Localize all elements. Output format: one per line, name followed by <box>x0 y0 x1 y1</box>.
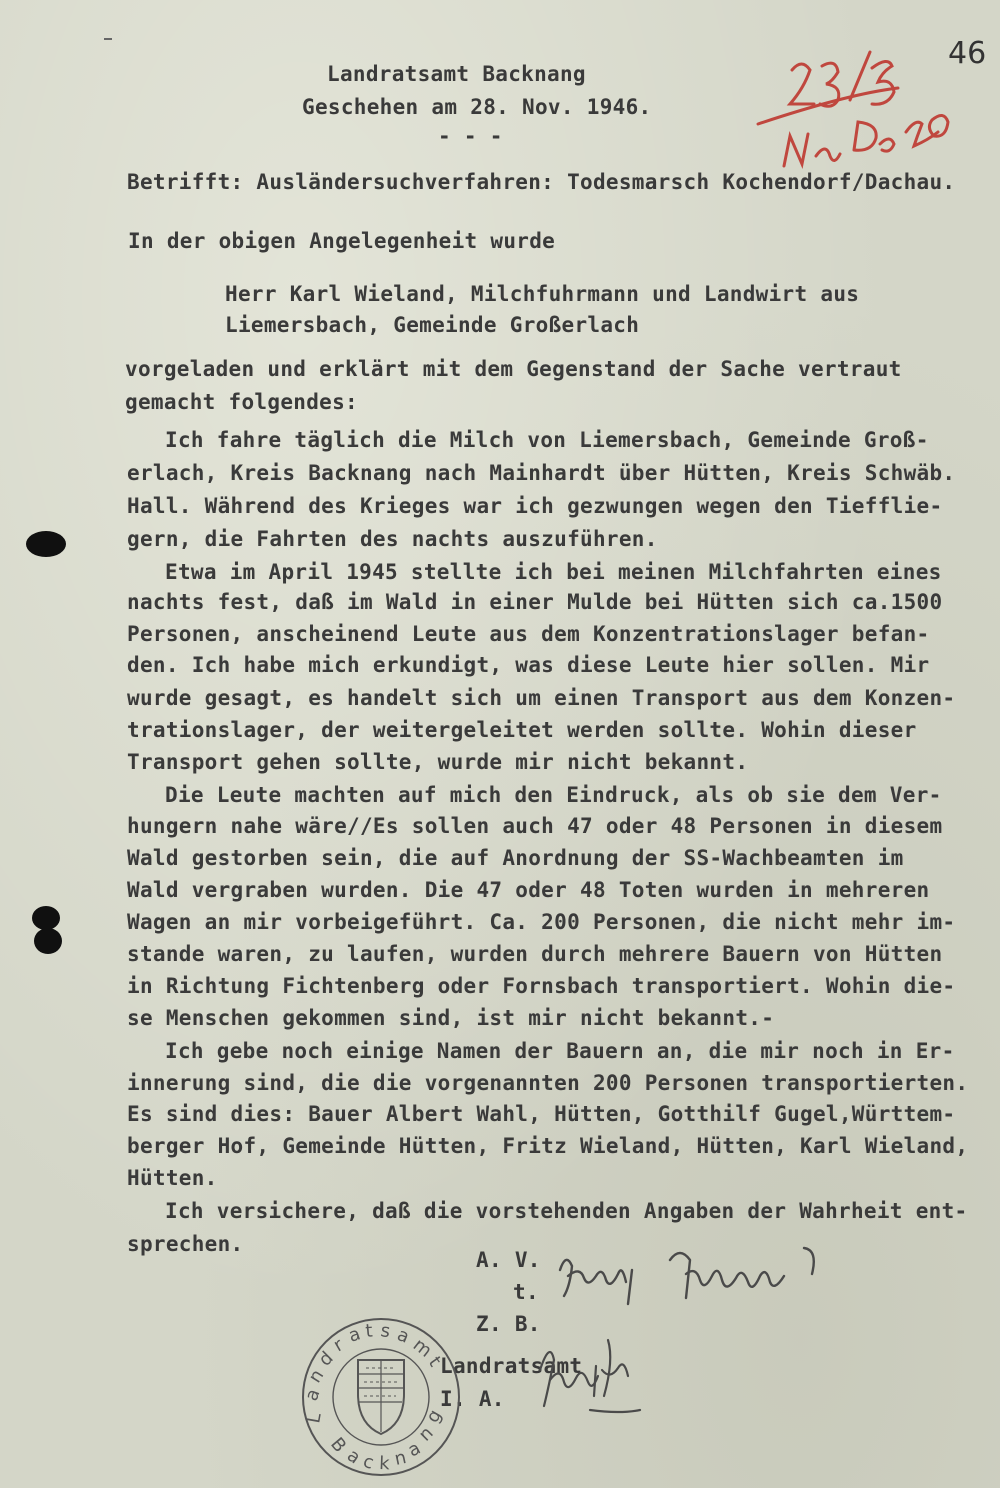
body-line: innerung sind, die die vorgenannten 200 Personen transportierten. <box>127 1071 969 1095</box>
svg-text:m: m <box>408 1334 436 1362</box>
svg-text:n: n <box>414 1422 438 1446</box>
svg-text:L: L <box>303 1411 326 1425</box>
archive-page-number: 46 <box>948 36 987 71</box>
person-line: Liemersbach, Gemeinde Großerlach <box>225 313 640 337</box>
archive-red-marks <box>750 40 960 180</box>
body-line: se Menschen gekommen sind, ist mir nicht bekannt.- <box>127 1006 775 1030</box>
witness-signature <box>550 1240 850 1310</box>
intro-line: In der obigen Angelegenheit wurde <box>128 229 556 253</box>
svg-text:d: d <box>314 1347 338 1371</box>
body-line: Hütten. <box>127 1166 218 1190</box>
body-line: gern, die Fahrten des nachts auszuführen. <box>127 527 658 551</box>
official-signature <box>520 1330 660 1420</box>
svg-text:a: a <box>394 1324 413 1348</box>
body-line: Es sind dies: Bauer Albert Wahl, Hütten, Gotthilf Gugel,Württem- <box>127 1102 956 1126</box>
body-line: Wald vergraben wurden. Die 47 oder 48 Toten wurden in mehreren <box>127 878 930 902</box>
svg-text:a: a <box>300 1386 325 1404</box>
punch-hole-bottom-b <box>34 928 62 954</box>
body-line: Etwa im April 1945 stellte ich bei meinen Milchfahrten eines <box>165 560 942 584</box>
svg-text:k: k <box>378 1453 390 1475</box>
svg-text:g: g <box>422 1406 447 1427</box>
body-line: erlach, Kreis Backnang nach Mainhardt über Hütten, Kreis Schwäb. <box>127 461 956 485</box>
closing-av: A. V. <box>476 1248 541 1272</box>
body-line: trationslager, der weitergeleitet werden sollte. Wohin dieser <box>127 718 917 742</box>
subject-line: Betrifft: Ausländersuchverfahren: Todesmarsch Kochendorf/Dachau. <box>127 170 956 194</box>
date-line: Geschehen am 28. Nov. 1946. <box>302 95 652 119</box>
body-line: Ich gebe noch einige Namen der Bauern an, die mir noch in Er- <box>165 1039 955 1063</box>
summons-line: gemacht folgendes: <box>125 390 358 414</box>
office-heading: Landratsamt Backnang <box>327 62 586 86</box>
svg-text:B: B <box>326 1433 351 1457</box>
closing-ia: I. A. <box>440 1387 505 1411</box>
body-line: in Richtung Fichtenberg oder Fornsbach transportiert. Wohin die- <box>127 974 956 998</box>
closing-zb: Z. B. <box>476 1312 541 1336</box>
body-line: hungern nahe wäre//Es sollen auch 47 oder 48 Personen in diesem <box>127 814 943 838</box>
body-line: wurde gesagt, es handelt sich um einen Transport aus dem Konzen- <box>127 686 956 710</box>
body-line: sprechen. <box>127 1232 244 1256</box>
body-line: berger Hof, Gemeinde Hütten, Fritz Wieland, Hütten, Karl Wieland, <box>127 1134 969 1158</box>
official-stamp <box>296 1312 466 1482</box>
svg-text:a: a <box>346 1323 364 1347</box>
svg-text:t: t <box>364 1320 374 1342</box>
svg-text:a: a <box>404 1437 425 1462</box>
closing-t: t. <box>513 1280 539 1304</box>
body-line: Ich versichere, daß die vorstehenden Angaben der Wahrheit ent- <box>165 1199 968 1223</box>
pencil-mark <box>104 38 112 40</box>
body-line: nachts fest, daß im Wald in einer Mulde bei Hütten sich ca.1500 <box>127 590 943 614</box>
svg-text:n: n <box>392 1446 409 1470</box>
body-line: Wagen an mir vorbeigeführt. Ca. 200 Personen, die nicht mehr im- <box>127 910 956 934</box>
svg-text:n: n <box>304 1365 329 1387</box>
body-line: Personen, anscheinend Leute aus dem Konzentrationslager befan- <box>127 622 930 646</box>
svg-text:t: t <box>423 1352 446 1371</box>
punch-hole-top <box>26 531 66 557</box>
summons-line: vorgeladen und erklärt mit dem Gegenstand der Sache vertraut <box>125 357 902 381</box>
body-line: Transport gehen sollte, wurde mir nicht bekannt. <box>127 750 749 774</box>
punch-hole-bottom-a <box>32 906 60 930</box>
body-line: Ich fahre täglich die Milch von Liemersbach, Gemeinde Groß- <box>165 428 929 452</box>
header-separator: - - - <box>438 124 503 148</box>
svg-text:r: r <box>330 1334 347 1357</box>
person-line: Herr Karl Wieland, Milchfuhrmann und Landwirt aus <box>225 282 860 306</box>
svg-text:s: s <box>379 1320 392 1343</box>
svg-text:c: c <box>360 1450 377 1474</box>
body-line: Die Leute machten auf mich den Eindruck, als ob sie dem Ver- <box>165 783 942 807</box>
body-line: Hall. Während des Krieges war ich gezwungen wegen den Tiefflie- <box>127 494 943 518</box>
body-line: Wald gestorben sein, die auf Anordnung der SS-Wachbeamten im <box>127 846 904 870</box>
svg-text:a: a <box>343 1444 365 1469</box>
closing-office: Landratsamt <box>440 1354 583 1378</box>
body-line: stande waren, zu laufen, wurden durch mehrere Bauern von Hütten <box>127 942 943 966</box>
body-line: den. Ich habe mich erkundigt, was diese Leute hier sollen. Mir <box>127 653 930 677</box>
